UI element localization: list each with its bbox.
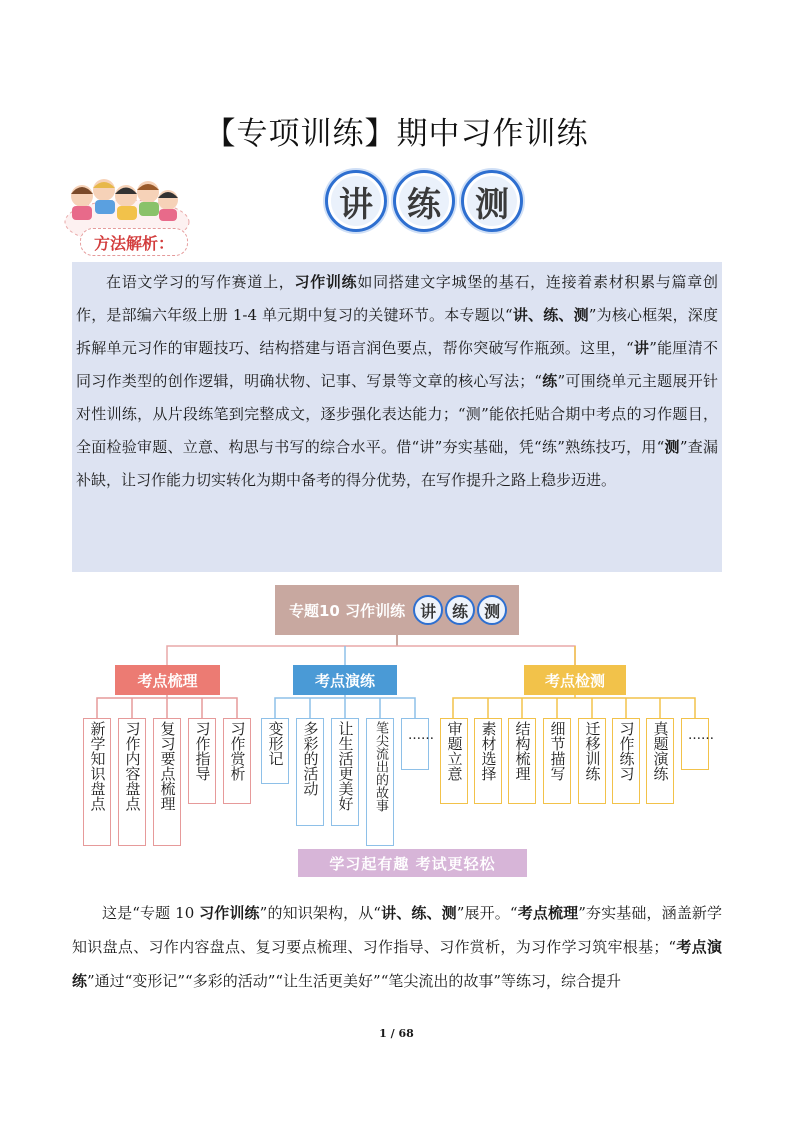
leaf-item: 审题立意: [440, 718, 468, 804]
diagram-title-badges: [413, 595, 507, 625]
category-kaodian-shuli: 考点梳理: [115, 665, 220, 695]
diagram-badge-lian: 练: [445, 595, 475, 625]
intro-paragraph: 在语文学习的写作赛道上，习作训练如同搭建文字城堡的基石，连接着素材积累与篇章创作，是部编六年级上册 1-4 单元期中复习的关键环节。本专题以“讲、练、测”为核心框架，深度拆解单元习作的审题技巧、结构搭建与语言润色要点，帮你突破写作瓶颈。这里，“讲”能厘清不同习作类型的创作逻辑，明确状物、记事、写景等文章的核心写法；“练”可围绕单元主题展开针对性训练，从片段练笔到完整成文，逐步强化表达能力；“测”能依托贴合期中考点的习作题目，全面检验审题、立意、构思与书写的综合水平。借“讲”夯实基础，凭“练”熟练技巧，用“测”查漏补缺，让习作能力切实转化为期中备考的得分优势，在写作提升之路上稳步迈进。: [72, 262, 722, 572]
ellipsis-text: ……: [408, 728, 434, 743]
leaf-item: 结构梳理: [508, 718, 536, 804]
diagram-title: [275, 585, 519, 635]
leaf-item-ellipsis: [401, 718, 434, 770]
leaf-item-ellipsis: [681, 718, 714, 770]
leaf-item: 迁移训练: [578, 718, 606, 804]
leaf-item: 习作赏析: [223, 718, 251, 804]
leaf-item: 让生活更美好: [331, 718, 359, 826]
diagram-title-text: 专题10 习作训练: [289, 601, 406, 620]
diagram-badge-ce: 测: [477, 595, 507, 625]
leaf-item: 习作练习: [612, 718, 640, 804]
diagram-badge-jiang: 讲: [413, 595, 443, 625]
page-title: 【专项训练】期中习作训练: [204, 116, 589, 152]
leaf-item: 变形记: [261, 718, 289, 784]
category-kaodian-yanlian: 考点演练: [293, 665, 397, 695]
leaf-item: 细节描写: [543, 718, 571, 804]
leaf-item: 新学知识盘点: [83, 718, 111, 846]
badge-lian: 练: [393, 170, 455, 232]
ellipsis-text: ……: [688, 728, 714, 743]
leaf-item: 素材选择: [474, 718, 502, 804]
diagram-explanation-paragraph: 这是“专题 10 习作训练”的知识架构，从“讲、练、测”展开。“考点梳理”夯实基础，涵盖新学知识盘点、习作内容盘点、复习要点梳理、习作指导、习作赏析，为习作学习筑牢根基；“考点演练”通过“变形记”“多彩的活动”“让生活更美好”“笔尖流出的故事”等练习，综合提升: [72, 904, 722, 990]
leaf-item: 多彩的活动: [296, 718, 324, 826]
badge-jiang: 讲: [325, 170, 387, 232]
leaf-item: 习作指导: [188, 718, 216, 804]
jiang-lian-ce-badges: [325, 170, 523, 232]
knowledge-diagram: [0, 580, 793, 880]
slogan-band: 学习起有趣 考试更轻松: [298, 849, 527, 877]
method-label: 方法解析：: [80, 228, 188, 256]
leaf-item: 真题演练: [646, 718, 674, 804]
category-kaodian-jiance: 考点检测: [524, 665, 626, 695]
badge-ce: 测: [461, 170, 523, 232]
page-number: 1 / 68: [379, 1027, 414, 1040]
leaf-item: 笔尖流出的故事: [366, 718, 394, 846]
leaf-item: 习作内容盘点: [118, 718, 146, 846]
leaf-item: 复习要点梳理: [153, 718, 181, 846]
